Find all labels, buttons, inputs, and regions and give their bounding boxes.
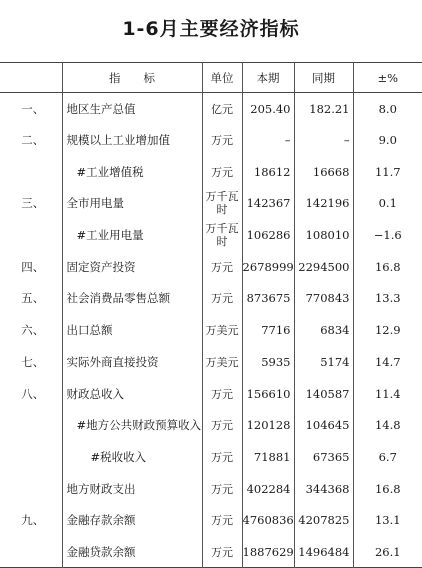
- row-current-value: 120128: [242, 409, 294, 441]
- table-row: [0, 124, 422, 156]
- row-change-pct: 14.7: [353, 346, 422, 378]
- row-prior-value: 140587: [294, 378, 353, 410]
- row-unit: [202, 219, 242, 251]
- economic-indicators-table: [0, 62, 422, 568]
- row-number: 三、: [21, 196, 45, 211]
- row-unit: 万美元: [202, 346, 242, 378]
- table-row: [0, 251, 422, 283]
- row-unit: 万元: [202, 251, 242, 283]
- row-current-value: 1887629: [242, 536, 294, 568]
- row-unit: 万元: [202, 441, 242, 473]
- row-indicator-name: #地方公共财政预算收入: [62, 409, 202, 441]
- row-unit: 万元: [202, 283, 242, 315]
- row-number: 九、: [21, 513, 45, 528]
- row-current-value: 873675: [242, 283, 294, 315]
- row-change-pct: 8.0: [353, 93, 422, 125]
- row-indicator-name: 地区生产总值: [62, 93, 202, 125]
- table-row: [0, 219, 422, 251]
- row-current-value: 4760836: [242, 504, 294, 536]
- row-change-pct: 11.7: [353, 156, 422, 188]
- table-row: [0, 93, 422, 125]
- row-number: [0, 473, 62, 505]
- table-row: [0, 473, 422, 505]
- row-number: [0, 219, 62, 251]
- row-unit: [202, 188, 242, 220]
- table-row: [0, 283, 422, 315]
- row-prior-value: 67365: [294, 441, 353, 473]
- row-current-value: 5935: [242, 346, 294, 378]
- row-indicator-name: 地方财政支出: [62, 473, 202, 505]
- row-number: 四、: [21, 259, 45, 274]
- row-change-pct: 12.9: [353, 314, 422, 346]
- table-row: [0, 441, 422, 473]
- table-row: [0, 346, 422, 378]
- table-row: [0, 188, 422, 220]
- row-current-value: 142367: [242, 188, 294, 220]
- row-current-value: 71881: [242, 441, 294, 473]
- row-indicator-name: #税收收入: [62, 441, 202, 473]
- header-current: 本期: [242, 63, 294, 93]
- row-current-value: 106286: [242, 219, 294, 251]
- table-row: [0, 314, 422, 346]
- table-row: [0, 156, 422, 188]
- row-unit: 万元: [202, 378, 242, 410]
- header-prior: 同期: [294, 63, 353, 93]
- row-number: 一、: [21, 101, 45, 116]
- page-title: 1-6月主要经济指标: [122, 18, 300, 40]
- row-change-pct: 13.1: [353, 504, 422, 536]
- row-indicator-name: 出口总额: [62, 314, 202, 346]
- row-change-pct: 0.1: [353, 188, 422, 220]
- row-unit-text: 万千瓦时: [205, 222, 239, 249]
- header-number: [0, 63, 62, 93]
- row-indicator-name: 社会消费品零售总额: [62, 283, 202, 315]
- row-unit: 万元: [202, 409, 242, 441]
- row-number: [0, 409, 62, 441]
- row-number: 五、: [21, 291, 45, 306]
- header-indicator: 指 标: [62, 63, 202, 93]
- row-prior-value: 6834: [294, 314, 353, 346]
- row-current-value: 7716: [242, 314, 294, 346]
- row-indicator-name: 金融贷款余额: [62, 536, 202, 568]
- row-number: [0, 536, 62, 568]
- row-unit: 万元: [202, 536, 242, 568]
- row-prior-value: 1496484: [294, 536, 353, 568]
- row-current-value: 205.40: [242, 93, 294, 125]
- row-prior-value: 182.21: [294, 93, 353, 125]
- row-change-pct: 26.1: [353, 536, 422, 568]
- row-prior-value: –: [294, 124, 353, 156]
- header-unit: 单位: [202, 63, 242, 93]
- row-current-value: 156610: [242, 378, 294, 410]
- row-prior-value: 5174: [294, 346, 353, 378]
- row-indicator-name: #工业增值税: [62, 156, 202, 188]
- row-unit: 亿元: [202, 93, 242, 125]
- row-indicator-name: 实际外商直接投资: [62, 346, 202, 378]
- row-change-pct: 6.7: [353, 441, 422, 473]
- row-indicator-name: 财政总收入: [62, 378, 202, 410]
- row-current-value: 18612: [242, 156, 294, 188]
- table-row: [0, 378, 422, 410]
- row-prior-value: 4207825: [294, 504, 353, 536]
- row-unit: 万元: [202, 156, 242, 188]
- row-number: 七、: [21, 354, 45, 369]
- row-prior-value: 344368: [294, 473, 353, 505]
- row-indicator-name: 全市用电量: [62, 188, 202, 220]
- row-number: 六、: [21, 323, 45, 338]
- row-number: 二、: [21, 133, 45, 148]
- row-change-pct: 9.0: [353, 124, 422, 156]
- row-prior-value: 2294500: [294, 251, 353, 283]
- row-unit: 万美元: [202, 314, 242, 346]
- row-unit: 万元: [202, 504, 242, 536]
- row-prior-value: 142196: [294, 188, 353, 220]
- row-number: 八、: [21, 386, 45, 401]
- row-current-value: 2678999: [242, 251, 294, 283]
- row-change-pct: −1.6: [353, 219, 422, 251]
- row-number: [0, 156, 62, 188]
- table-row: [0, 504, 422, 536]
- table-header-row: [0, 63, 422, 93]
- row-number: [0, 441, 62, 473]
- row-current-value: 402284: [242, 473, 294, 505]
- row-change-pct: 11.4: [353, 378, 422, 410]
- row-indicator-name: 金融存款余额: [62, 504, 202, 536]
- row-prior-value: 108010: [294, 219, 353, 251]
- row-prior-value: 16668: [294, 156, 353, 188]
- row-change-pct: 16.8: [353, 251, 422, 283]
- row-unit-text: 万千瓦时: [205, 190, 239, 217]
- row-change-pct: 13.3: [353, 283, 422, 315]
- row-indicator-name: #工业用电量: [62, 219, 202, 251]
- table-row: [0, 409, 422, 441]
- table-row: [0, 536, 422, 568]
- row-prior-value: 104645: [294, 409, 353, 441]
- row-prior-value: 770843: [294, 283, 353, 315]
- row-unit: 万元: [202, 124, 242, 156]
- row-change-pct: 16.8: [353, 473, 422, 505]
- header-change-pct: ±%: [353, 63, 422, 93]
- row-unit: 万元: [202, 473, 242, 505]
- row-indicator-name: 规模以上工业增加值: [62, 124, 202, 156]
- row-current-value: –: [242, 124, 294, 156]
- row-change-pct: 14.8: [353, 409, 422, 441]
- row-indicator-name: 固定资产投资: [62, 251, 202, 283]
